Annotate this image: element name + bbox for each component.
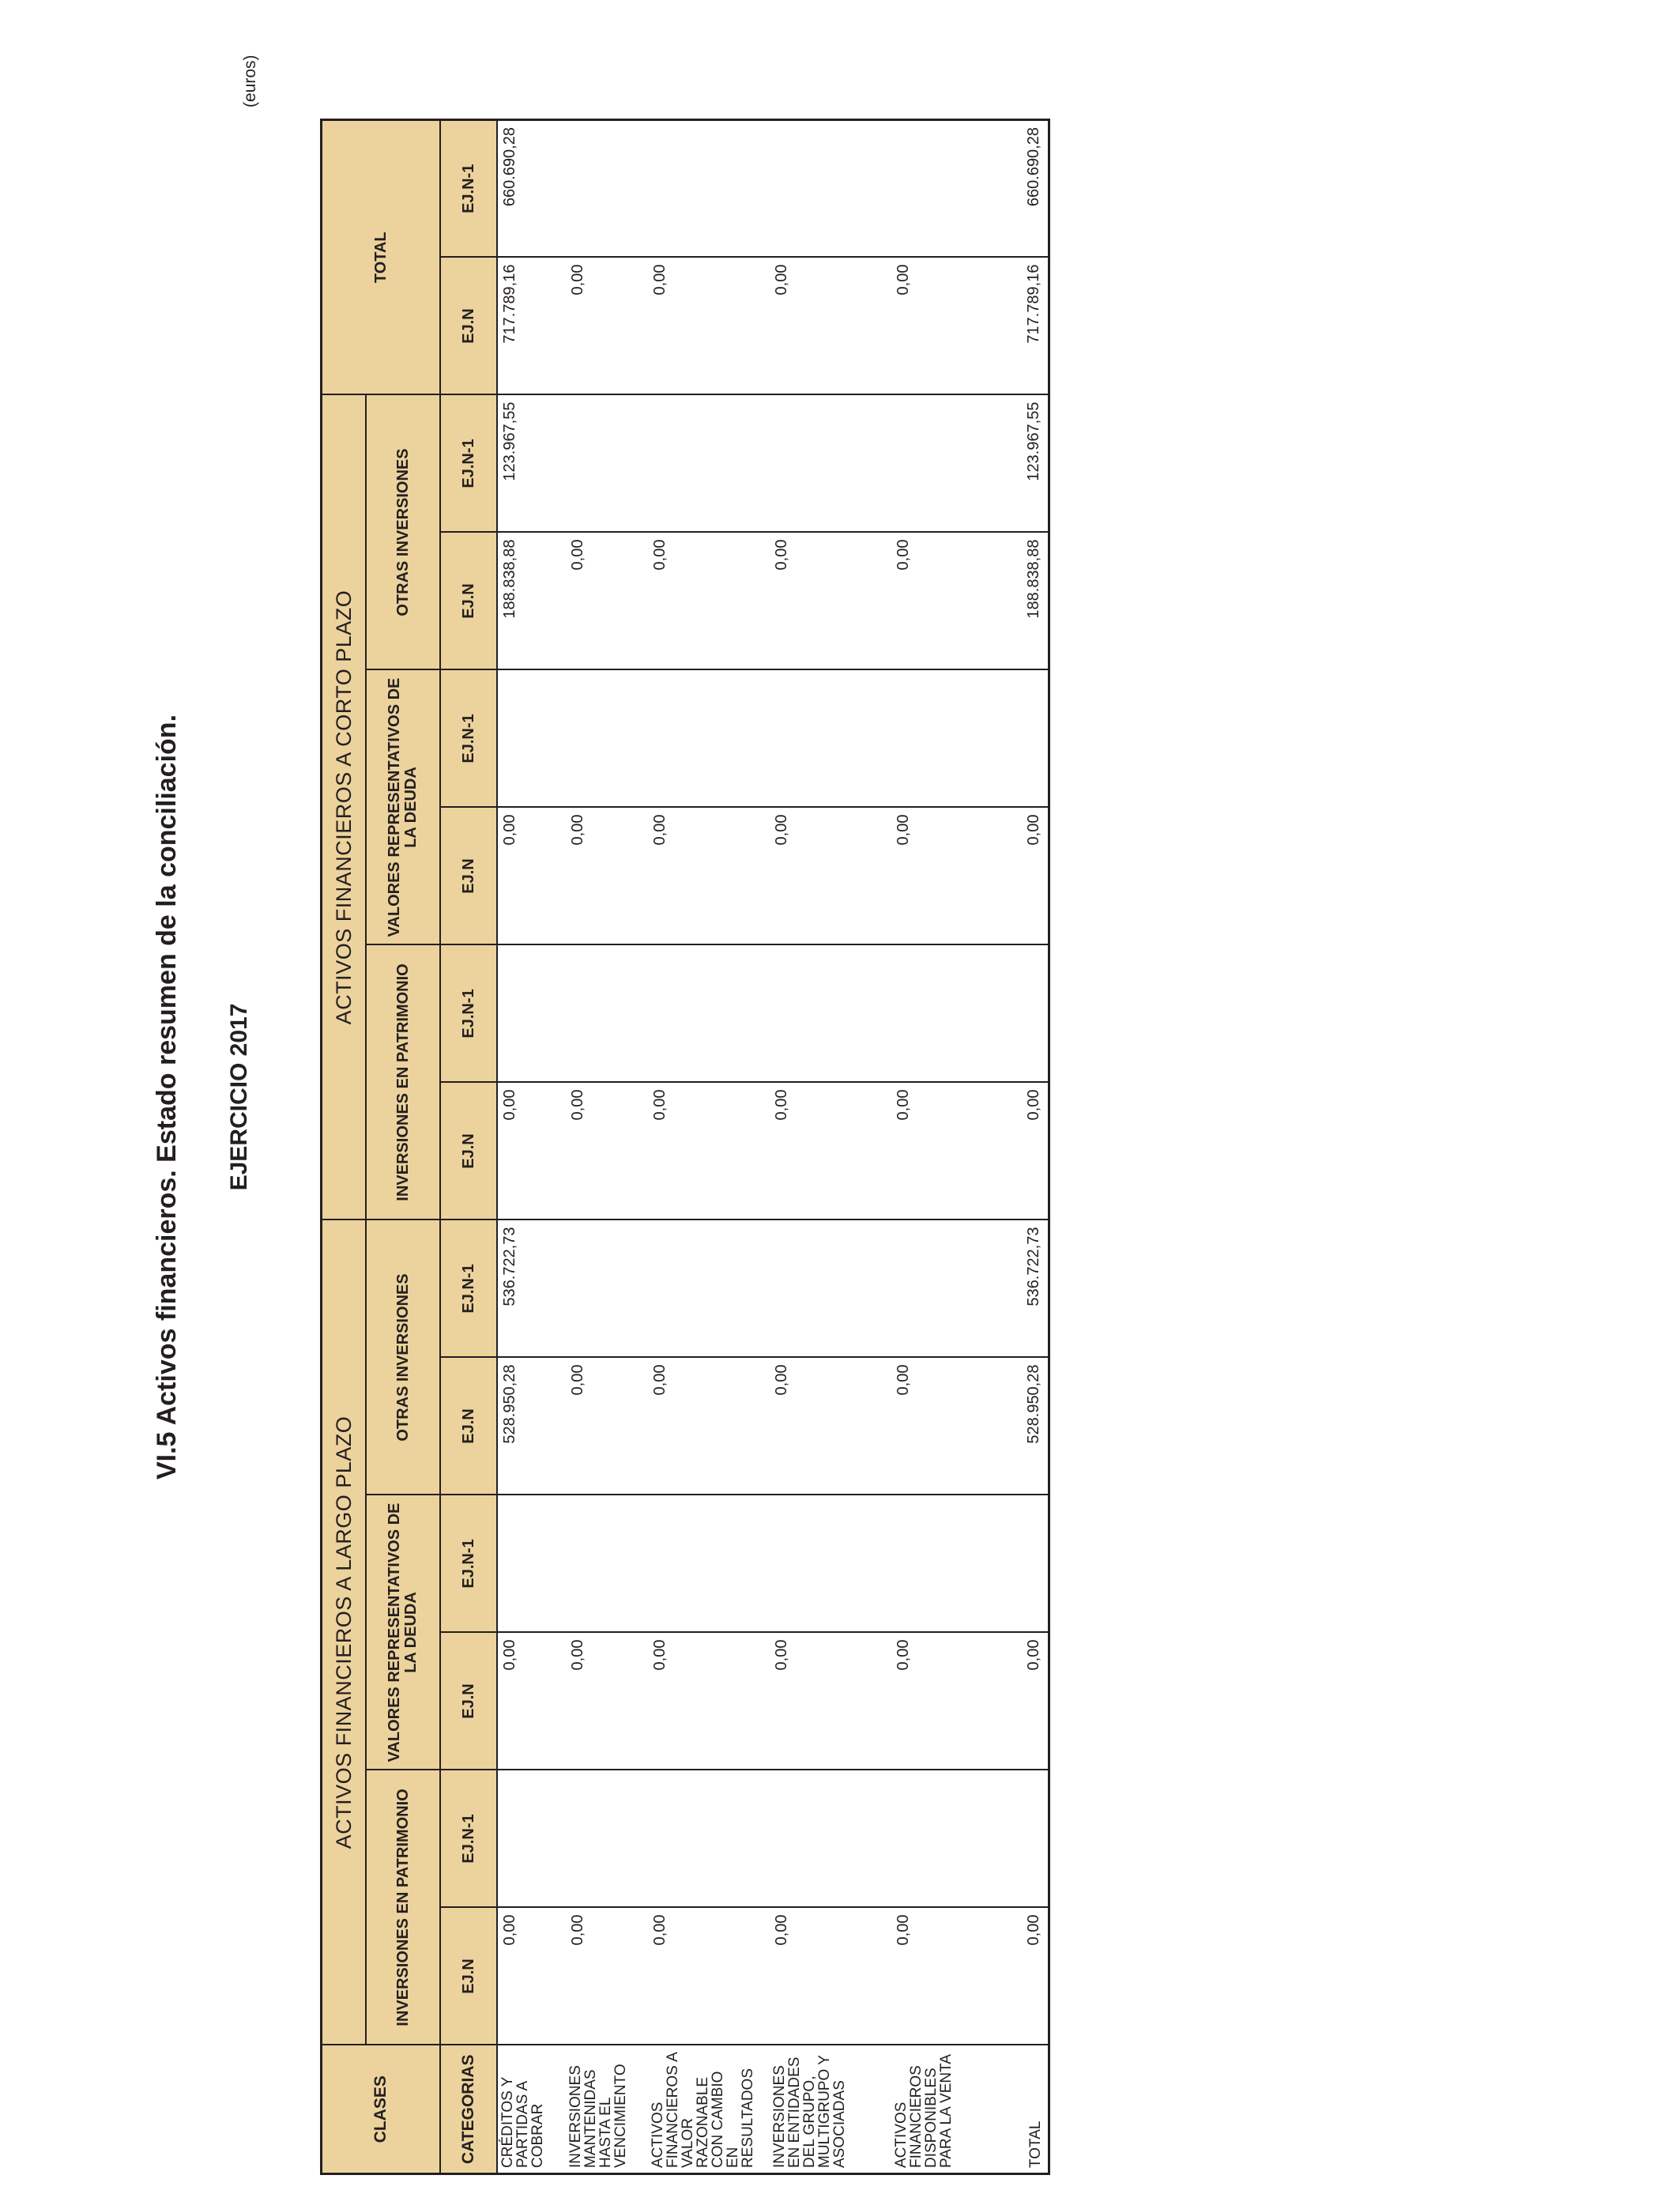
categorias-header: CATEGORIAS — [440, 2045, 497, 2174]
value-ej-n: 0,00 — [497, 1633, 566, 1770]
cp-inversiones-patrimonio-header: INVERSIONES EN PATRIMONIO — [366, 945, 440, 1220]
value-ej-n: 0,00 — [770, 1358, 891, 1495]
short-term-group-header: ACTIVOS FINANCIEROS A CORTO PLAZO — [322, 395, 367, 1220]
category-label: ACTIVOS FINANCIEROS A VALOR RAZONABLE CON CAMBIO EN RESULTADOS — [648, 2045, 770, 2174]
value-ej-n: 0,00 — [770, 1633, 891, 1770]
value-ej-n1: 660.690,28 — [984, 120, 1049, 258]
value-ej-n: 0,00 — [770, 1908, 891, 2045]
value-ej-n: 0,00 — [566, 1633, 648, 1770]
exercise-year: EJERCICIO 2017 — [226, 1003, 252, 1191]
value-ej-n: 0,00 — [770, 808, 891, 945]
value-ej-n: 0,00 — [891, 1633, 984, 1770]
value-ej-n: 0,00 — [566, 533, 648, 670]
value-ej-n1 — [566, 395, 648, 533]
table-row — [648, 120, 770, 2174]
value-ej-n1 — [497, 670, 566, 808]
lp-otras-inversiones-header: OTRAS INVERSIONES — [366, 1220, 440, 1495]
value-ej-n: 717.789,16 — [984, 258, 1049, 395]
value-ej-n1 — [770, 120, 891, 258]
value-ej-n: 0,00 — [770, 258, 891, 395]
category-label: INVERSIONES EN ENTIDADES DEL GRUPO, MULTIGRUPO Y ASOCIADAS — [770, 2045, 891, 2174]
table-row — [891, 120, 984, 2174]
value-ej-n1 — [891, 1220, 984, 1358]
value-ej-n: 0,00 — [566, 808, 648, 945]
ej-n1-header: EJ.N-1 — [440, 945, 497, 1083]
total-group-header: TOTAL — [322, 120, 441, 395]
value-ej-n1 — [648, 945, 770, 1083]
category-label: INVERSIONES MANTENIDAS HASTA EL VENCIMIENTO — [566, 2045, 648, 2174]
value-ej-n1 — [891, 1770, 984, 1908]
value-ej-n1 — [497, 945, 566, 1083]
value-ej-n1: 660.690,28 — [497, 120, 566, 258]
value-ej-n1 — [648, 1495, 770, 1633]
value-ej-n1 — [566, 1220, 648, 1358]
value-ej-n1 — [566, 945, 648, 1083]
ej-n1-header: EJ.N-1 — [440, 1220, 497, 1358]
value-ej-n: 0,00 — [891, 1358, 984, 1495]
value-ej-n1 — [566, 1495, 648, 1633]
value-ej-n: 0,00 — [566, 1908, 648, 2045]
value-ej-n1: 123.967,55 — [497, 395, 566, 533]
value-ej-n: 0,00 — [984, 808, 1049, 945]
value-ej-n1 — [984, 945, 1049, 1083]
value-ej-n1 — [891, 945, 984, 1083]
value-ej-n: 0,00 — [648, 1633, 770, 1770]
ej-n-header: EJ.N — [440, 808, 497, 945]
long-term-group-header: ACTIVOS FINANCIEROS A LARGO PLAZO — [322, 1220, 367, 2045]
value-ej-n: 0,00 — [648, 808, 770, 945]
value-ej-n1 — [648, 670, 770, 808]
ej-n-header: EJ.N — [440, 1358, 497, 1495]
value-ej-n: 0,00 — [648, 1083, 770, 1220]
value-ej-n1: 536.722,73 — [984, 1220, 1049, 1358]
total-row-label: TOTAL — [984, 2045, 1049, 2174]
ej-n-header: EJ.N — [440, 1633, 497, 1770]
ej-n-header: EJ.N — [440, 258, 497, 395]
value-ej-n1 — [648, 395, 770, 533]
value-ej-n1 — [984, 670, 1049, 808]
lp-valores-deuda-header: VALORES REPRESENTATIVOS DE LA DEUDA — [366, 1495, 440, 1770]
value-ej-n1 — [891, 120, 984, 258]
value-ej-n: 0,00 — [497, 808, 566, 945]
table-row — [984, 120, 1049, 2174]
ej-n-header: EJ.N — [440, 533, 497, 670]
ej-n1-header: EJ.N-1 — [440, 1495, 497, 1633]
value-ej-n: 0,00 — [497, 1908, 566, 2045]
value-ej-n: 0,00 — [891, 258, 984, 395]
value-ej-n1 — [984, 1770, 1049, 1908]
value-ej-n: 717.789,16 — [497, 258, 566, 395]
value-ej-n1 — [770, 1220, 891, 1358]
clases-header: CLASES — [322, 2045, 441, 2174]
cp-otras-inversiones-header: OTRAS INVERSIONES — [366, 395, 440, 670]
lp-inversiones-patrimonio-header: INVERSIONES EN PATRIMONIO — [366, 1770, 440, 2045]
value-ej-n: 0,00 — [566, 258, 648, 395]
value-ej-n1 — [770, 395, 891, 533]
value-ej-n: 0,00 — [497, 1083, 566, 1220]
value-ej-n1 — [770, 945, 891, 1083]
value-ej-n: 0,00 — [648, 1908, 770, 2045]
value-ej-n1 — [984, 1495, 1049, 1633]
value-ej-n: 188.838,88 — [497, 533, 566, 670]
value-ej-n: 0,00 — [891, 1908, 984, 2045]
table-row — [497, 120, 566, 2174]
value-ej-n1: 536.722,73 — [497, 1220, 566, 1358]
value-ej-n: 0,00 — [891, 808, 984, 945]
value-ej-n1 — [566, 1770, 648, 1908]
value-ej-n1 — [770, 1495, 891, 1633]
value-ej-n: 0,00 — [770, 1083, 891, 1220]
value-ej-n1 — [497, 1770, 566, 1908]
ej-n-header: EJ.N — [440, 1908, 497, 2045]
category-label: ACTIVOS FINANCIEROS DISPONIBLES PARA LA VENTA — [891, 2045, 984, 2174]
value-ej-n1 — [648, 1220, 770, 1358]
value-ej-n1 — [891, 395, 984, 533]
table-row — [770, 120, 891, 2174]
ej-n1-header: EJ.N-1 — [440, 1770, 497, 1908]
value-ej-n: 0,00 — [984, 1908, 1049, 2045]
value-ej-n1 — [648, 1770, 770, 1908]
ej-n1-header: EJ.N-1 — [440, 395, 497, 533]
units-note: (euros) — [241, 55, 259, 107]
table-row — [566, 120, 648, 2174]
value-ej-n1 — [770, 670, 891, 808]
document-title: VI.5 Activos financieros. Estado resumen de la conciliación. — [152, 714, 182, 1480]
category-label: CRÉDITOS Y PARTIDAS A COBRAR — [497, 2045, 566, 2174]
value-ej-n: 528.950,28 — [984, 1358, 1049, 1495]
value-ej-n: 0,00 — [566, 1083, 648, 1220]
value-ej-n: 528.950,28 — [497, 1358, 566, 1495]
value-ej-n: 0,00 — [648, 1358, 770, 1495]
value-ej-n: 0,00 — [891, 1083, 984, 1220]
value-ej-n: 0,00 — [984, 1633, 1049, 1770]
value-ej-n1 — [891, 1495, 984, 1633]
ej-n1-header: EJ.N-1 — [440, 120, 497, 258]
value-ej-n: 0,00 — [566, 1358, 648, 1495]
value-ej-n: 0,00 — [648, 533, 770, 670]
value-ej-n1 — [770, 1770, 891, 1908]
value-ej-n1 — [566, 120, 648, 258]
value-ej-n: 0,00 — [648, 258, 770, 395]
value-ej-n1 — [566, 670, 648, 808]
value-ej-n1 — [648, 120, 770, 258]
value-ej-n: 0,00 — [891, 533, 984, 670]
value-ej-n: 0,00 — [984, 1083, 1049, 1220]
cp-valores-deuda-header: VALORES REPRESENTATIVOS DE LA DEUDA — [366, 670, 440, 945]
value-ej-n1 — [891, 670, 984, 808]
value-ej-n1 — [497, 1495, 566, 1633]
financial-assets-table — [320, 119, 1050, 2175]
value-ej-n: 188.838,88 — [984, 533, 1049, 670]
value-ej-n: 0,00 — [770, 533, 891, 670]
ej-n-header: EJ.N — [440, 1083, 497, 1220]
ej-n1-header: EJ.N-1 — [440, 670, 497, 808]
value-ej-n1: 123.967,55 — [984, 395, 1049, 533]
